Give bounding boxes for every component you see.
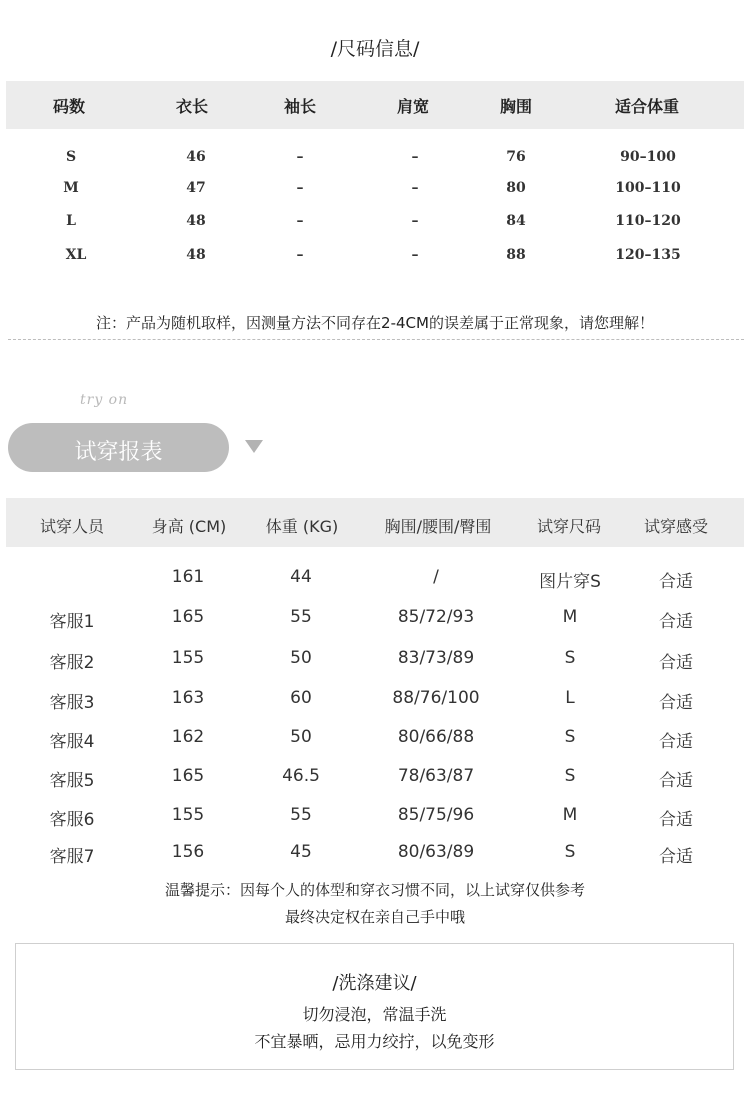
size-cell: –: [411, 213, 419, 229]
tryon-cell: 50: [290, 648, 312, 668]
size-cell: 76: [506, 149, 526, 165]
tryon-table-row: [6, 644, 744, 674]
tryon-table-row: [6, 684, 744, 714]
tryon-cell: 客服4: [49, 732, 95, 752]
tryon-table-row: [6, 563, 744, 593]
tryon-header-cell: 身高 (CM): [151, 517, 227, 536]
size-cell: –: [411, 247, 419, 263]
tryon-cell: 155: [171, 648, 205, 668]
size-table-header: [6, 81, 744, 129]
tryon-cell: 45: [290, 842, 312, 862]
tryon-cell: 客服5: [49, 771, 95, 791]
size-header-cell: 衣长: [175, 97, 209, 116]
tryon-cell: 161: [171, 567, 205, 587]
tryon-cell: 162: [171, 727, 205, 747]
tryon-cell: 44: [290, 567, 312, 587]
tryon-table-row: [6, 838, 744, 868]
tryon-cell: S: [564, 648, 576, 668]
tryon-cell: 78/63/87: [397, 766, 475, 786]
tryon-cell: 50: [290, 727, 312, 747]
tryon-cell: 合适: [659, 847, 693, 867]
size-cell: 47: [186, 180, 206, 196]
try-on-script-text: try on: [80, 392, 129, 408]
tryon-table-row: [6, 603, 744, 633]
size-header-cell: 胸围: [499, 97, 533, 116]
size-cell: 46: [186, 149, 206, 165]
size-header-cell: 肩宽: [396, 97, 430, 116]
tryon-cell: 165: [171, 607, 205, 627]
tryon-cell: 合适: [659, 612, 693, 632]
size-table-row: [6, 174, 744, 204]
size-cell: –: [411, 149, 419, 165]
wash-advice-box: [15, 943, 734, 1070]
size-header-cell: 码数: [52, 97, 86, 116]
tryon-cell: 46.5: [282, 766, 320, 786]
size-cell: –: [296, 180, 304, 196]
tryon-cell: 合适: [659, 693, 693, 713]
size-cell: S: [65, 149, 77, 165]
size-cell: L: [66, 213, 76, 229]
tryon-tips-line1: 温馨提示：因每个人的体型和穿衣习惯不同，以上试穿仅供参考: [164, 881, 585, 899]
tryon-cell: 合适: [659, 771, 693, 791]
tryon-cell: S: [564, 727, 576, 747]
size-table-row: [6, 207, 744, 237]
size-cell: 84: [506, 213, 526, 229]
size-cell: –: [296, 213, 304, 229]
size-cell: M: [63, 180, 79, 196]
tryon-cell: 55: [290, 607, 312, 627]
tryon-cell: 客服7: [49, 847, 95, 867]
tryon-cell: 客服1: [49, 612, 95, 632]
size-cell: 110–120: [615, 213, 681, 229]
wash-advice-line1: 切勿浸泡，常温手洗: [302, 1005, 447, 1024]
size-info-title: /尺码信息/: [330, 38, 420, 60]
tryon-cell: 88/76/100: [392, 688, 480, 708]
tryon-report-label: 试穿报表: [74, 440, 163, 465]
wash-advice-title: /洗涤建议/: [332, 973, 417, 994]
tryon-cell: 60: [290, 688, 312, 708]
tryon-tips-line2: 最终决定权在亲自己手中哦: [284, 908, 465, 926]
section-divider: [8, 339, 744, 340]
size-cell: –: [296, 149, 304, 165]
tryon-cell: 80/63/89: [397, 842, 475, 862]
tryon-cell: 合适: [659, 732, 693, 752]
size-cell: 100–110: [615, 180, 681, 196]
wash-advice-line2: 不宜暴晒，忌用力绞拧，以免变形: [254, 1032, 495, 1051]
size-table-row: [6, 143, 744, 173]
tryon-cell: 客服3: [49, 693, 95, 713]
tryon-cell: 55: [290, 805, 312, 825]
size-header-cell: 适合体重: [614, 97, 680, 116]
tryon-cell: 合适: [659, 653, 693, 673]
tryon-cell: 165: [171, 766, 205, 786]
tryon-cell: 163: [171, 688, 205, 708]
tryon-cell: M: [562, 607, 578, 627]
tryon-report-badge: [8, 423, 229, 472]
tryon-cell: /: [433, 567, 439, 587]
tryon-header-cell: 试穿感受: [643, 517, 709, 536]
tryon-cell: M: [562, 805, 578, 825]
tryon-cell: 客服6: [49, 810, 95, 830]
size-cell: 88: [506, 247, 526, 263]
size-table-row: [6, 241, 744, 271]
size-cell: 48: [186, 247, 206, 263]
tryon-cell: L: [565, 688, 575, 708]
size-cell: 48: [186, 213, 206, 229]
tryon-cell: 85/75/96: [397, 805, 475, 825]
tryon-header-cell: 体重 (KG): [265, 517, 339, 536]
tryon-header-cell: 试穿人员: [39, 517, 105, 536]
tryon-table-row: [6, 762, 744, 792]
triangle-down-icon: [245, 440, 263, 453]
tryon-cell: 156: [171, 842, 205, 862]
tryon-table-row: [6, 801, 744, 831]
size-note: 注：产品为随机取样，因测量方法不同存在2-4CM的误差属于正常现象，请您理解！: [96, 314, 654, 332]
tryon-cell: S: [564, 766, 576, 786]
tryon-table-row: [6, 723, 744, 753]
size-cell: –: [296, 247, 304, 263]
size-header-cell: 袖长: [283, 97, 317, 116]
tryon-cell: 合适: [659, 572, 693, 592]
tryon-cell: 合适: [659, 810, 693, 830]
size-cell: 120–135: [615, 247, 681, 263]
tryon-cell: 155: [171, 805, 205, 825]
tryon-cell: 图片穿S: [539, 572, 601, 592]
tryon-header-cell: 试穿尺码: [536, 517, 602, 536]
size-cell: –: [411, 180, 419, 196]
size-cell: 90–100: [620, 149, 676, 165]
tryon-cell: S: [564, 842, 576, 862]
tryon-header-cell: 胸围/腰围/臀围: [384, 517, 492, 536]
tryon-cell: 85/72/93: [397, 607, 475, 627]
size-cell: XL: [65, 247, 87, 263]
tryon-cell: 80/66/88: [397, 727, 475, 747]
tryon-cell: 83/73/89: [397, 648, 475, 668]
tryon-cell: 客服2: [49, 653, 95, 673]
tryon-table-header: [6, 498, 744, 547]
size-cell: 80: [506, 180, 526, 196]
